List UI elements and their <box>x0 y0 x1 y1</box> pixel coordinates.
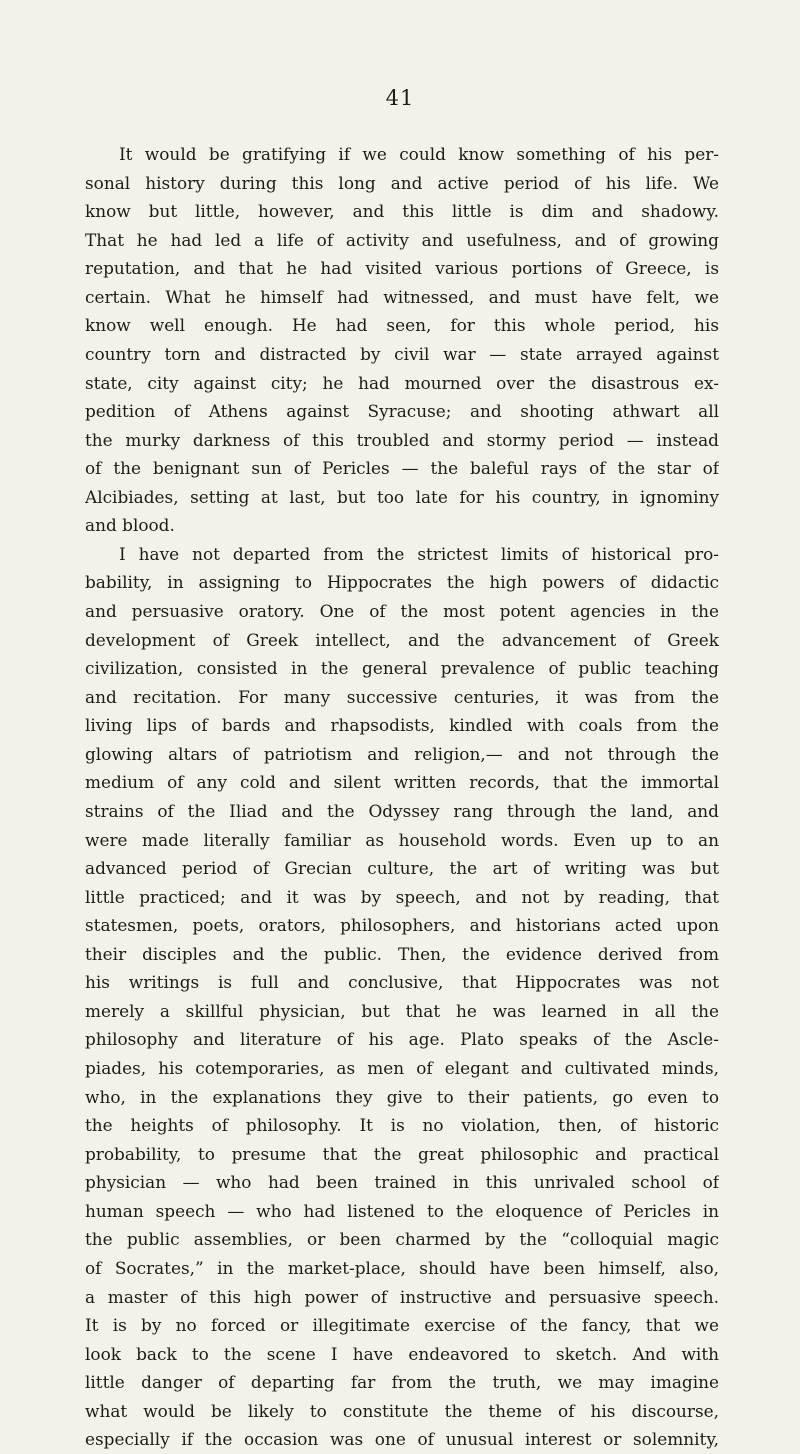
text-line: the public assemblies, or been charmed by the “colloquial magic <box>85 1229 719 1250</box>
text-line: little practiced; and it was by speech, and not by reading, that <box>85 886 719 907</box>
text-line: It is by no forced or illegitimate exercise of the fancy, that we <box>85 1315 719 1336</box>
text-line: reputation, and that he had visited various portions of Greece, is <box>85 258 719 279</box>
text-line: their disciples and the public. Then, the evidence derived from <box>85 943 719 964</box>
text-line: medium of any cold and silent written records, that the immortal <box>85 772 719 793</box>
text-line: strains of the Iliad and the Odyssey rang through the land, and <box>85 800 719 821</box>
paragraph-1 <box>85 140 719 540</box>
text-line: advanced period of Grecian culture, the art of writing was but <box>85 858 719 879</box>
text-line: a master of this high power of instructive and persuasive speech. <box>85 1286 719 1307</box>
text-line: of Socrates,” in the market-place, should have been himself, also, <box>85 1257 719 1278</box>
text-line: the murky darkness of this troubled and stormy period — instead <box>85 429 719 450</box>
text-line: what would be likely to constitute the theme of his discourse, <box>85 1400 719 1421</box>
body-text <box>85 140 719 1454</box>
text-line: sonal history during this long and active period of his life. We <box>85 172 719 193</box>
page-number: 41 <box>385 86 415 110</box>
text-line: That he had led a life of activity and usefulness, and of growing <box>85 229 719 250</box>
text-line: probability, to presume that the great philosophic and practical <box>85 1143 719 1164</box>
text-line: civilization, consisted in the general prevalence of public teaching <box>85 658 719 679</box>
text-line: I have not departed from the strictest limits of historical pro- <box>119 543 719 564</box>
text-line: human speech — who had listened to the eloquence of Pericles in <box>85 1200 719 1221</box>
text-line: know but little, however, and this little is dim and shadowy. <box>85 201 719 222</box>
text-line: and persuasive oratory. One of the most potent agencies in the <box>85 601 719 621</box>
text-line: of the benignant sun of Pericles — the baleful rays of the star of <box>85 458 719 479</box>
text-line: Alcibiades, setting at last, but too late for his country, in ignominy <box>85 486 719 507</box>
text-line: living lips of bards and rhapsodists, kindled with coals from the <box>85 715 719 736</box>
text-line: and recitation. For many successive centuries, it was from the <box>85 686 719 707</box>
text-line: his writings is full and conclusive, that Hippocrates was not <box>85 972 719 993</box>
text-line: certain. What he himself had witnessed, and must have felt, we <box>85 286 719 307</box>
text-line: It would be gratifying if we could know something of his per- <box>119 144 719 164</box>
text-line: piades, his cotemporaries, as men of elegant and cultivated minds, <box>85 1058 719 1078</box>
text-line: were made literally familiar as household words. Even up to an <box>85 829 719 850</box>
paragraph-2 <box>85 540 719 1454</box>
text-line: and blood. <box>85 515 175 536</box>
text-line: country torn and distracted by civil war — state arrayed against <box>85 343 719 364</box>
text-line: development of Greek intellect, and the advancement of Greek <box>85 629 719 650</box>
text-line: the heights of philosophy. It is no violation, then, of historic <box>85 1115 719 1136</box>
text-line: know well enough. He had seen, for this whole period, his <box>85 315 719 336</box>
text-line: physician — who had been trained in this unrivaled school of <box>85 1172 719 1193</box>
text-line: state, city against city; he had mourned over the disastrous ex- <box>85 372 719 393</box>
text-line: merely a skillful physician, but that he was learned in all the <box>85 1000 719 1021</box>
text-line: statesmen, poets, orators, philosophers, and historians acted upon <box>85 915 719 936</box>
text-line: little danger of departing far from the truth, we may imagine <box>85 1372 719 1393</box>
text-line: look back to the scene I have endeavored to sketch. And with <box>85 1343 719 1364</box>
text-line: philosophy and literature of his age. Plato speaks of the Ascle- <box>85 1029 719 1050</box>
text-line: bability, in assigning to Hippocrates the high powers of didactic <box>85 572 719 593</box>
text-line: who, in the explanations they give to their patients, go even to <box>85 1086 719 1107</box>
text-line: especially if the occasion was one of unusual interest or solemnity, <box>85 1429 719 1450</box>
text-line: glowing altars of patriotism and religion,— and not through the <box>85 743 719 764</box>
text-line: pedition of Athens against Syracuse; and shooting athwart all <box>85 401 719 422</box>
